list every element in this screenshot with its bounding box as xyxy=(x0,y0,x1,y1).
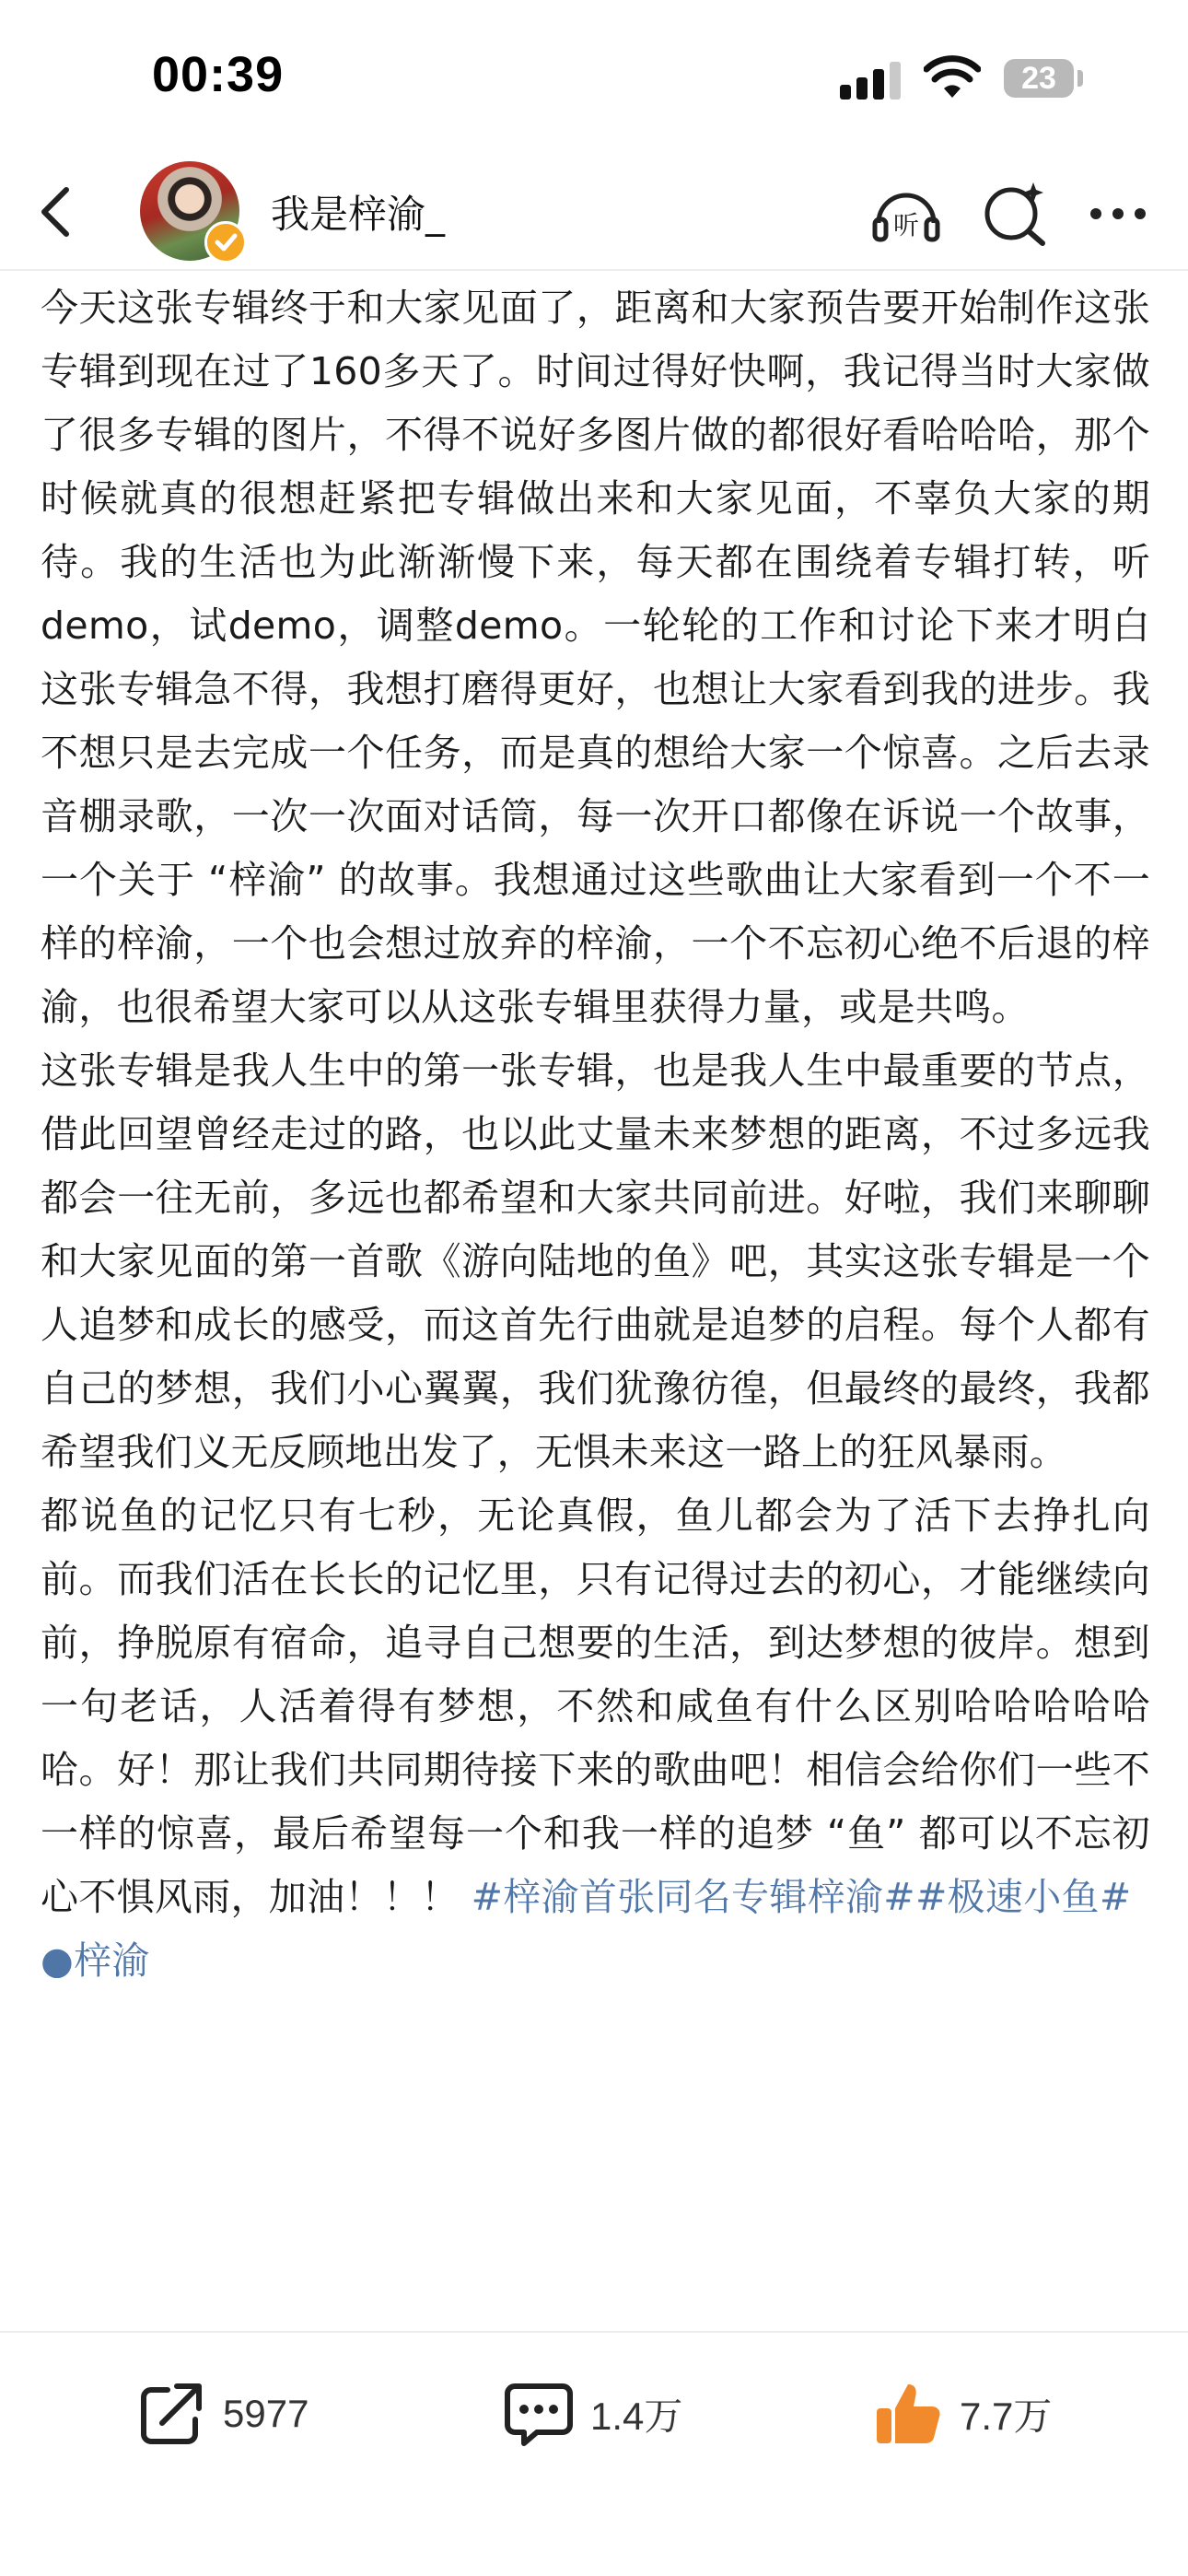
battery-icon: 23 xyxy=(1004,59,1074,98)
action-bar xyxy=(0,2331,1188,2489)
verified-badge-icon xyxy=(204,221,247,263)
share-icon xyxy=(134,2377,208,2451)
comment-icon xyxy=(502,2377,576,2451)
signal-icon xyxy=(838,61,904,101)
post-link-text[interactable]: 梓渝 xyxy=(74,1938,150,1983)
share-button[interactable] xyxy=(134,2377,309,2451)
nav-bar xyxy=(0,157,1188,271)
battery-nub xyxy=(1077,70,1083,87)
like-button[interactable] xyxy=(871,2377,1052,2451)
wifi-icon xyxy=(924,55,981,101)
back-icon[interactable] xyxy=(20,175,94,249)
listen-icon[interactable] xyxy=(869,177,943,251)
thumbs-up-icon xyxy=(871,2377,945,2451)
ai-search-icon[interactable] xyxy=(978,177,1052,251)
status-bar xyxy=(0,0,1188,157)
post-paragraph-1: 今天这张专辑终于和大家见面了，距离和大家预告要开始制作这张专辑到现在过了160多天了。时间过得好快啊，我记得当时大家做了很多专辑的图片，不得不说好多图片做的都很好看哈哈哈，那个时候就真的很想赶紧把专辑做出来和大家见面，不辜负大家的期待。我的生活也为此渐渐慢下来，每天都在围绕着专辑打转，听demo，试demo，调整demo。一轮轮的工作和讨论下来才明白这张专辑急不得，我想打磨得更好，也想让大家看到我的进步。我不想只是去完成一个任务，而是真的想给大家一个惊喜。之后去录音棚录歌，一次一次面对话筒，每一次开口都像在诉说一个故事，一个关于 “梓渝” 的故事。我想通过这些歌曲让大家看到一个不一样的梓渝，一个也会想过放弃的梓渝，一个不忘初心绝不后退的梓渝，也很希望大家可以从这张专辑里获得力量，或是共鸣。 xyxy=(41,286,1150,1029)
hashtag-fish[interactable]: #极速小鱼# xyxy=(914,1875,1132,1919)
post-paragraph-2: 这张专辑是我人生中的第一张专辑，也是我人生中最重要的节点，借此回望曾经走过的路，也以此丈量未来梦想的距离，不过多远我都会一往无前，多远也都希望和大家共同前进。好啦，我们来聊聊和大家见面的第一首歌《游向陆地的鱼》吧，其实这张专辑是一个人追梦和成长的感受，而这首先行曲就是追梦的启程。每个人都有自己的梦想，我们小心翼翼，我们犹豫彷徨，但最终的最终，我都希望我们义无反顾地出发了，无惧未来这一路上的狂风暴雨。 xyxy=(41,1048,1150,1474)
post-paragraph-3 xyxy=(41,1484,1150,1929)
share-count: 5977 xyxy=(223,2392,309,2435)
text-fade xyxy=(41,2296,1150,2333)
more-icon[interactable] xyxy=(1081,177,1155,251)
comment-button[interactable] xyxy=(502,2377,682,2451)
comment-count: 1.4万 xyxy=(590,2395,683,2438)
hashtag-album[interactable]: #梓渝首张同名专辑梓渝# xyxy=(471,1875,915,1919)
post-link-partial[interactable]: ●梓渝 xyxy=(41,1938,150,1983)
post-body xyxy=(41,276,1150,2333)
listen-label: 听 xyxy=(892,210,920,240)
post-paragraph-3-text: 都说鱼的记忆只有七秒，无论真假，鱼儿都会为了活下去挣扎向前。而我们活在长长的记忆里，只有记得过去的初心，才能继续向前，挣脱原有宿命，追寻自己想要的生活，到达梦想的彼岸。想到一句老话，人活着得有梦想，不然和咸鱼有什么区别哈哈哈哈哈哈。好！那让我们共同期待接下来的歌曲吧！相信会给你们一些不一样的惊喜，最后希望每一个和我一样的追梦 “鱼” 都可以不忘初心不惧风雨，加油！！！ xyxy=(41,1493,1150,1919)
like-count: 7.7万 xyxy=(960,2395,1053,2438)
home-indicator xyxy=(414,2539,774,2550)
status-time: 00:39 xyxy=(152,47,285,102)
username[interactable]: 我是梓渝_ xyxy=(271,192,446,237)
